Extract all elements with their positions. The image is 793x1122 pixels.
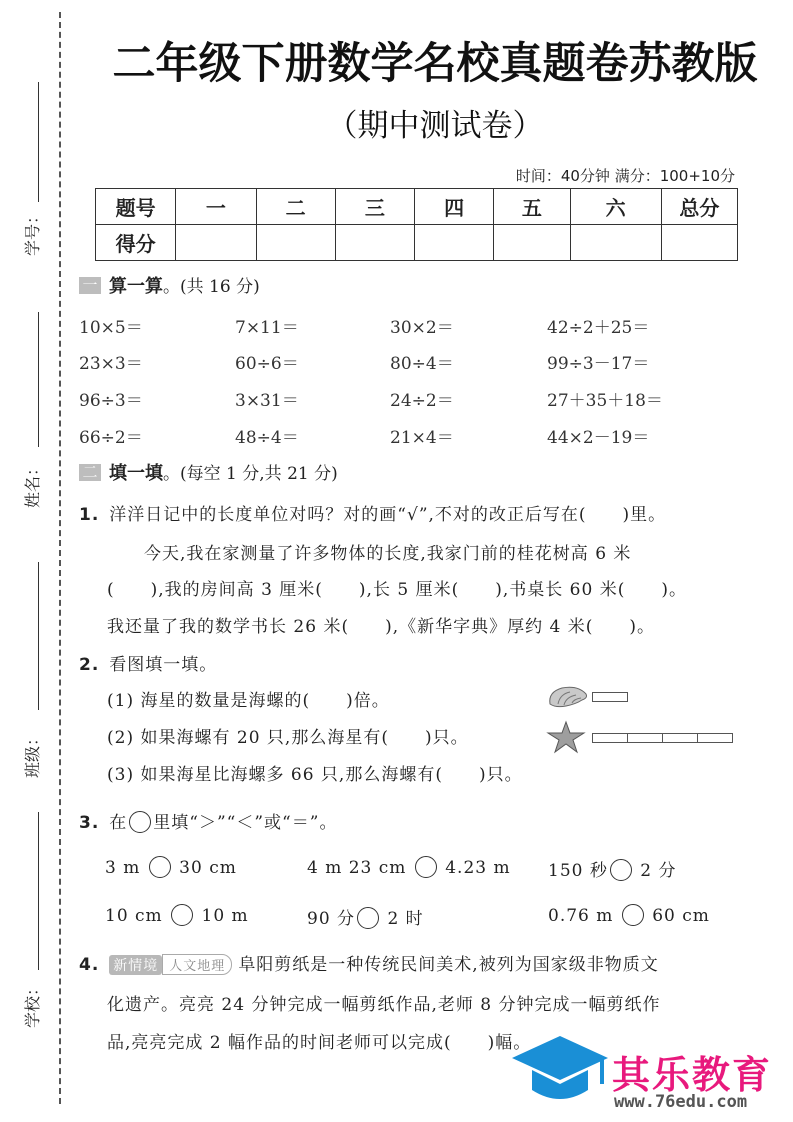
section-note: 。(每空 1 分,共 21 分) bbox=[163, 464, 338, 484]
score-table-score-row bbox=[96, 225, 738, 261]
compare-left: 3 m bbox=[105, 858, 141, 878]
calc-item: 30×2＝ bbox=[390, 318, 454, 338]
name-label: 姓名： bbox=[23, 459, 42, 508]
question-text: 看图填一填。 bbox=[109, 655, 218, 675]
compare-circle-icon bbox=[129, 811, 151, 833]
header-cell: 五 bbox=[494, 189, 570, 225]
question-text-suffix: 里填“＞”“＜”或“＝”。 bbox=[153, 813, 338, 833]
score-cell[interactable] bbox=[256, 225, 335, 261]
compare-item bbox=[548, 856, 677, 881]
compare-left: 90 分 bbox=[307, 909, 356, 929]
time-info: 时间：40分钟 满分：100+10分 bbox=[515, 167, 735, 185]
question-text: 洋洋日记中的长度单位对吗？对的画“√”,不对的改正后写在( )里。 bbox=[109, 505, 667, 525]
compare-right: 2 分 bbox=[640, 861, 677, 881]
header-cell: 一 bbox=[176, 189, 256, 225]
page-title: 二年级下册数学名校真题卷苏教版 bbox=[112, 39, 758, 89]
calc-item: 10×5＝ bbox=[79, 318, 143, 338]
header-cell: 六 bbox=[570, 189, 661, 225]
calc-item: 24÷2＝ bbox=[390, 391, 454, 411]
score-table-header-row bbox=[96, 189, 738, 225]
section-title: 算一算 bbox=[109, 276, 163, 297]
question-4-line: 化遗产。亮亮 24 分钟完成一幅剪纸作品,老师 8 分钟完成一幅剪纸作 bbox=[107, 995, 661, 1015]
compare-item bbox=[105, 904, 249, 926]
compare-circle[interactable] bbox=[610, 859, 632, 881]
class-line bbox=[38, 562, 39, 710]
new-context-tag: 新情境 bbox=[109, 955, 162, 975]
question-1-line: 今天,我在家测量了许多物体的长度,我家门前的桂花树高 6 米 bbox=[144, 544, 632, 564]
section-title: 填一填 bbox=[109, 463, 163, 484]
watermark-url: www.76edu.com bbox=[614, 1092, 748, 1112]
compare-item bbox=[307, 904, 424, 929]
compare-circle[interactable] bbox=[415, 856, 437, 878]
watermark-logo-name: 其乐教育 bbox=[612, 1053, 773, 1097]
score-cell[interactable] bbox=[570, 225, 661, 261]
calc-item: 7×11＝ bbox=[235, 318, 299, 338]
starfish-icon bbox=[546, 720, 586, 754]
score-cell[interactable] bbox=[335, 225, 414, 261]
compare-right: 4.23 m bbox=[445, 858, 511, 878]
section-number-badge: 二 bbox=[79, 464, 101, 481]
question-2-item: (1) 海星的数量是海螺的( )倍。 bbox=[107, 691, 390, 711]
question-text-prefix: 在 bbox=[109, 813, 128, 833]
calc-item: 99÷3－17＝ bbox=[547, 354, 650, 374]
conch-bar-segment bbox=[592, 692, 628, 702]
header-cell: 题号 bbox=[96, 189, 176, 225]
question-2-item: (3) 如果海星比海螺多 66 只,那么海螺有( )只。 bbox=[107, 765, 523, 785]
student-id-line bbox=[38, 82, 39, 202]
compare-item bbox=[548, 904, 710, 926]
calc-item: 3×31＝ bbox=[235, 391, 299, 411]
calc-item: 48÷4＝ bbox=[235, 428, 299, 448]
compare-right: 30 cm bbox=[179, 858, 237, 878]
compare-left: 0.76 m bbox=[548, 906, 614, 926]
calc-item: 60÷6＝ bbox=[235, 354, 299, 374]
score-cell[interactable] bbox=[176, 225, 256, 261]
page-subtitle: （期中测试卷） bbox=[326, 108, 544, 144]
compare-circle[interactable] bbox=[149, 856, 171, 878]
question-text: 阜阳剪纸是一种传统民间美术,被列为国家级非物质文 bbox=[238, 955, 659, 975]
class-label: 班级： bbox=[23, 729, 42, 778]
calc-item: 21×4＝ bbox=[390, 428, 454, 448]
score-cell[interactable] bbox=[494, 225, 570, 261]
starfish-bar-segment bbox=[592, 733, 628, 743]
compare-left: 150 秒 bbox=[548, 861, 608, 881]
score-cell[interactable] bbox=[415, 225, 494, 261]
starfish-bar-segment bbox=[697, 733, 733, 743]
school-label: 学校： bbox=[23, 979, 42, 1028]
calc-item: 96÷3＝ bbox=[79, 391, 143, 411]
header-cell: 四 bbox=[415, 189, 494, 225]
graduation-cap-icon bbox=[508, 1030, 612, 1112]
category-tag: 人文地理 bbox=[162, 954, 232, 975]
compare-left: 4 m 23 cm bbox=[307, 858, 407, 878]
school-line bbox=[38, 812, 39, 970]
question-number: 4. bbox=[79, 955, 100, 975]
question-number: 1. bbox=[79, 505, 100, 525]
question-number: 2. bbox=[79, 655, 100, 675]
score-label-cell: 得分 bbox=[96, 225, 176, 261]
compare-circle[interactable] bbox=[357, 907, 379, 929]
question-2 bbox=[79, 650, 217, 675]
question-4-line: 品,亮亮完成 2 幅作品的时间老师可以完成( )幅。 bbox=[107, 1033, 532, 1053]
score-table bbox=[95, 188, 738, 261]
score-cell[interactable] bbox=[661, 225, 737, 261]
question-4 bbox=[79, 950, 659, 975]
compare-circle[interactable] bbox=[171, 904, 193, 926]
section-2-heading bbox=[79, 459, 338, 485]
question-2-item: (2) 如果海螺有 20 只,那么海星有( )只。 bbox=[107, 728, 469, 748]
section-1-heading bbox=[79, 272, 260, 298]
section-number-badge: 一 bbox=[79, 277, 101, 294]
section-note: 。(共 16 分) bbox=[163, 277, 260, 297]
compare-left: 10 cm bbox=[105, 906, 163, 926]
calc-item: 27＋35＋18＝ bbox=[547, 391, 663, 411]
starfish-bar-segment bbox=[627, 733, 663, 743]
calc-item: 23×3＝ bbox=[79, 354, 143, 374]
header-cell: 总分 bbox=[661, 189, 737, 225]
name-line bbox=[38, 312, 39, 447]
calc-item: 44×2－19＝ bbox=[547, 428, 650, 448]
compare-item bbox=[105, 856, 237, 878]
compare-item bbox=[307, 856, 511, 878]
binding-dashed-line bbox=[59, 12, 61, 1104]
question-1-line: ( ),我的房间高 3 厘米( ),长 5 厘米( ),书桌长 60 米( )。 bbox=[107, 580, 687, 600]
compare-right: 10 m bbox=[201, 906, 249, 926]
conch-icon bbox=[546, 684, 590, 710]
calc-item: 42÷2＋25＝ bbox=[547, 318, 650, 338]
student-id-label: 学号： bbox=[23, 207, 42, 256]
question-3 bbox=[79, 808, 337, 833]
compare-right: 2 时 bbox=[387, 909, 424, 929]
header-cell: 二 bbox=[256, 189, 335, 225]
header-cell: 三 bbox=[335, 189, 414, 225]
calc-item: 80÷4＝ bbox=[390, 354, 454, 374]
compare-right: 60 cm bbox=[652, 906, 710, 926]
calc-item: 66÷2＝ bbox=[79, 428, 143, 448]
question-number: 3. bbox=[79, 813, 100, 833]
starfish-bar-segment bbox=[662, 733, 698, 743]
question-1-line: 我还量了我的数学书长 26 米( ),《新华字典》厚约 4 米( )。 bbox=[107, 617, 655, 637]
question-1 bbox=[79, 500, 666, 525]
compare-circle[interactable] bbox=[622, 904, 644, 926]
